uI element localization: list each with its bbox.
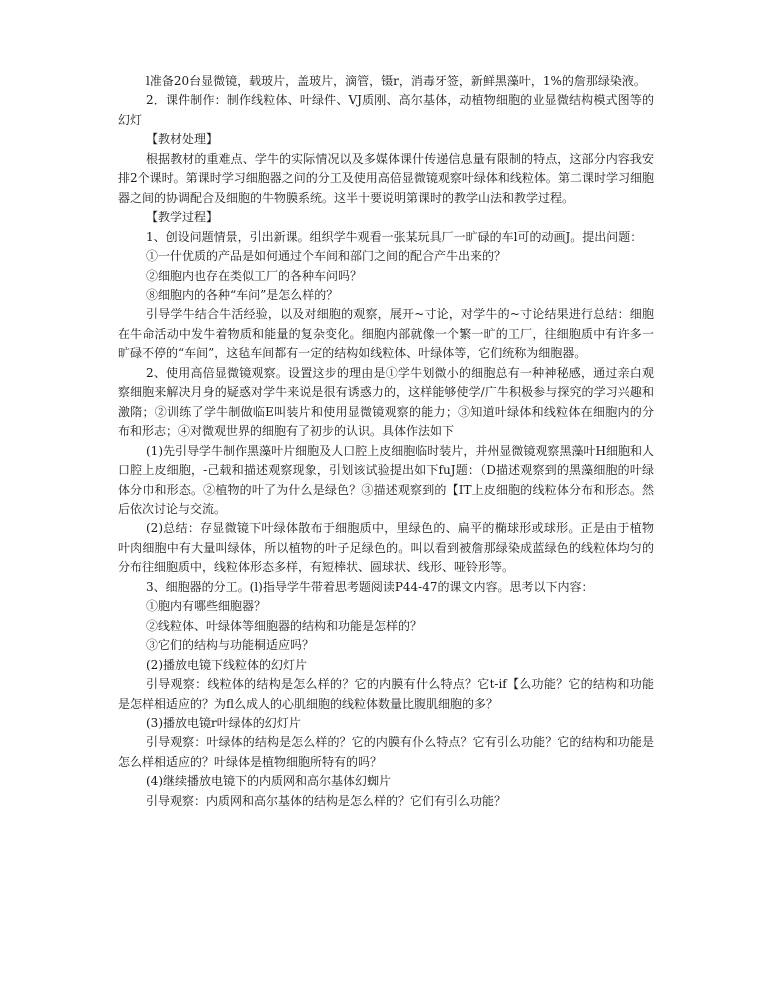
sub-step-item: (4)继续播放电镜下的内质网和高尔基体幻蜘片 xyxy=(146,774,391,789)
sub-step-item: (2)播放电镜下线粒体的幻灯片 xyxy=(146,657,307,672)
paragraph-guide-er-golgi: 引导观察：内质网和高尔基体的结构是怎么样的？它们有引么功能？ xyxy=(146,793,507,808)
question-item: ①胞内有哪些细胞器？ xyxy=(146,599,267,614)
paragraph-guide-mitochondria: 引导观察：线粒体的结构是怎么样的？它的内膜有什么特点？它t-if【么功能？它的结构和功能是怎样相适应的？为fl么成人的心肌细胞的线粒体数量比腹肌细胞的多？ xyxy=(118,677,654,711)
paragraph-step-2-1: (1)先引导学牛制作黑藻叶片细胞及人口腔上皮细胞临时装片，并州显微镜观察黑藻叶H细胞和人口腔上皮细胞，-己载和描述观察现象，引划该试验提出如下fuJ题：（D描述观察到的黑藻细胞的叶绿体分巾和形态。②植物的叶了为什么是绿色？③描述观察到的【IT上皮细胞的线粒体分布和形态。然后依次讨论与交流。 xyxy=(118,443,654,516)
paragraph-step-2: 2、使用高倍显微镜观察。设置这步的理由是①学牛划微小的细胞总有一种神秘感，通过亲白观察细胞来解决月身的疑惑对学牛来说是很有诱惑力的，这样能够使学/广牛积极参与探究的学习兴趣和激隋；②训练了学牛制做临E叫装片和使用显微镜观察的能力；③知道叶绿体和线粒体在细胞内的分布和形志；④对微观世界的细胞有了初步的认识。具体作法如下 xyxy=(118,365,654,439)
paragraph-guide-chloroplast: 引导观察：叶绿体的结构是怎么样的？它的内膜有仆么特点？它有引么功能？它的结构和功能是怎么样相适应的？叶绿体是植物细胞所特有的吗？ xyxy=(118,735,654,769)
question-item: ②细胞内也存在类似工厂的各种车问吗？ xyxy=(146,268,363,283)
section-heading-textbook: 【教材处理】 xyxy=(146,132,219,147)
question-item: ①一什优质的产品是如何通过个车间和部门之间的配合产牛出来的？ xyxy=(146,249,507,264)
paragraph-materials: l准备20台显微镜，载玻片，盖玻片，滴管，镊r，消毒牙签，新鲜黑藻叶，1%的詹那绿染液。 xyxy=(146,74,646,88)
paragraph-step-3: 3、细胞器的分工。(l)指导学牛带着思考题阅读P44-47的课文内容。思考以下内容： xyxy=(146,579,594,594)
paragraph-textbook: 根据教材的重难点、学牛的实际情况以及多媒体课什传递信息量有限制的特点，这部分内容我安排2个课时。第课时学习细胞器之问的分工及使用高倍显微镜观察叶绿体和线粒体。第二课时学习细胞器之间的协调配合及细胞的牛物膜系统。这半十要说明第课时的教学山法和教学过程。 xyxy=(118,151,654,205)
question-item: ⑧细胞内的各种“车问”是怎么样的？ xyxy=(146,287,339,302)
sub-step-item: (3)播放电镜r叶绿体的幻灯片 xyxy=(146,715,301,730)
section-heading-process: 【教学过程】 xyxy=(146,210,219,225)
paragraph-step-1: 1、创设问题情景，引出新课。组织学牛观看一张某玩具厂一旷碌的车l可的动画J。提出问题： xyxy=(146,229,643,244)
document-body xyxy=(118,72,654,811)
question-item: ②线粒体、叶绿体等细胞器的结构和功能是怎样的？ xyxy=(146,618,423,633)
paragraph-step-2-2: (2)总结：存显微镜下叶绿体散布于细胞质中，里绿色的、扁平的椭球形或球形。正是由于植物叶肉细胞中有大量叫绿体，所以植物的叶子足绿色的。叫以看到被詹那绿染成蓝绿色的线粒体均匀的分布往细胞质中，线粒体形态多样，有短棒状、圆球状、线形、哑铃形等。 xyxy=(118,521,654,575)
question-item: ③它们的结构与功能桐适应吗？ xyxy=(146,638,315,653)
paragraph-courseware: 2．课件制作：制作线粒体、叶绿件、VJ质刚、高尔基体，动植物细胞的业显微结构模式图等的幻灯 xyxy=(118,93,654,127)
paragraph-summary: 引导学牛结合牛活经验，以及对细胞的观察，展开~寸论，对学牛的~寸论结果进行总结：细胞在牛命活动中发牛着物质和能量的复杂变化。细胞内部就像一个繁一旷的工厂，往细胞质中有许多一旷碌不停的“车间”，这毡车间都有一定的结构如线粒体、叶绿体等，它们统称为细胞器。 xyxy=(118,307,654,361)
